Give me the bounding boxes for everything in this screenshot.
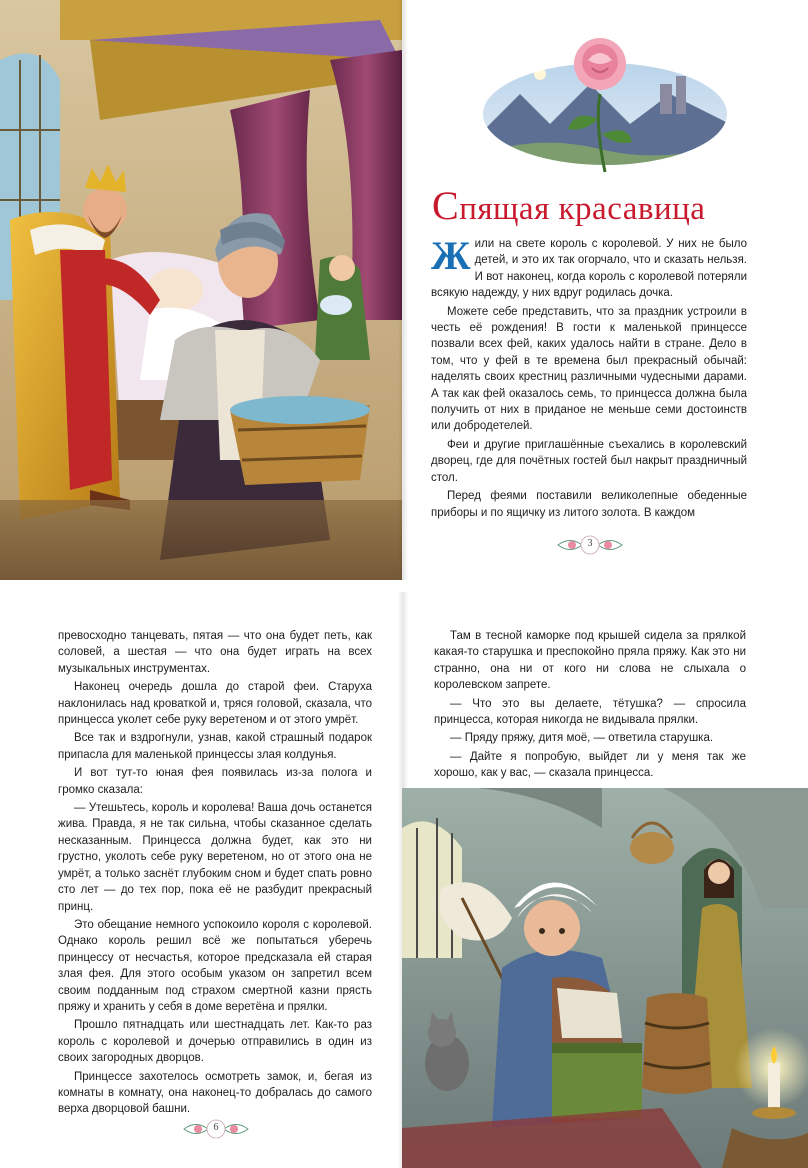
page-3-text bbox=[431, 233, 747, 523]
paragraph: превосходно танцевать, пятая — что она будет петь, как соловей, а шестая — что она будет играть на всех музыкальных инструментах. bbox=[58, 630, 372, 675]
paragraph: Принцессе захотелось осмотреть замок, и, бегая из комнаты в комнату, она наконец-то добралась до самого верха дворцовой башни. bbox=[58, 1070, 372, 1116]
spread-top bbox=[0, 0, 808, 580]
title-capital-letter: С bbox=[432, 183, 460, 228]
story-title bbox=[432, 182, 752, 229]
title-text: пящая красавица bbox=[459, 191, 706, 227]
paragraph: Можете себе представить, что за праздник устроили в честь её рождения! В гости к маленькой принцессе позвали всех фей, каких удалось найти в стране. Дело в том, что у фей в те времена был прекрасный обычай: наделять своих крестниц различными чудесными дарами. А так как фей оказалось семь, то принцесса должна была получить от них в приданое не меньше семи достоинств или добродетелей. bbox=[431, 305, 747, 433]
illustration-spinning-room bbox=[402, 788, 808, 1168]
paragraph: Наконец очередь дошла до старой феи. Старуха наклонилась над кроваткой и, тряся головой, сказала, что принцесса уколет себе руку веретеном и от этого умрёт. bbox=[58, 681, 372, 727]
paragraph: Там в тесной каморке под крышей сидела за прялкой какая-то старушка и преспокойно пряла пряжу. Как это ни странно, она ни от кого ни слова не слыхала о королевском запрете. bbox=[434, 630, 746, 692]
paragraph: И вот тут-то юная фея появилась из-за полога и громко сказала: bbox=[58, 767, 372, 796]
paragraph: — Что это вы делаете, тётушка? — спросила принцесса, которая никогда не видывала прялки. bbox=[434, 697, 746, 727]
page-number: 6 bbox=[213, 1122, 219, 1133]
page-6-text bbox=[58, 628, 372, 1120]
illustration-rose-vignette bbox=[480, 24, 730, 174]
dropcap-letter: Ж bbox=[431, 233, 471, 278]
page-7-text bbox=[434, 628, 746, 784]
paragraph bbox=[431, 233, 747, 302]
paragraph: Перед феями поставили великолепные обеденные приборы и по ящичку из литого золота. В каждом bbox=[431, 490, 747, 519]
paragraph: Все так и вздрогнули, узнав, какой страшный подарок припасла для маленькой принцессы злая колдунья. bbox=[58, 732, 372, 761]
spread-bottom bbox=[0, 592, 808, 1168]
paragraph: — Дайте я попробую, выйдет ли у меня так же хорошо, как у вас, — сказала принцесса. bbox=[434, 750, 746, 780]
illustration-king-nursery bbox=[0, 0, 402, 580]
paragraph: Это обещание немного успокоило короля с королевой. Однако король решил всё же попытаться уберечь принцессу от несчастья, которое предсказала ей старая злая фея. Для этого особым указом он запретил всем своим подданным под страхом смертной казни прясть пряжу и хранить у себя в доме веретёна и прялки. bbox=[58, 918, 372, 1013]
page-number: 3 bbox=[587, 538, 593, 549]
paragraph-text: или на свете король с королевой. У них не было детей, и это их так огорчало, что и сказать нельзя. И вот наконец, когда король с королевой потеряли всякую надежду, у них вдруг родилась дочка. bbox=[431, 238, 747, 300]
page-number-ornament bbox=[176, 1118, 256, 1140]
gutter bbox=[398, 0, 408, 580]
paragraph: Прошло пятнадцать или шестнадцать лет. Как-то раз король с королевой и дочерью отправились в один из своих загородных дворцов. bbox=[58, 1019, 372, 1065]
page-number-ornament bbox=[550, 534, 630, 556]
paragraph: Феи и другие приглашённые съехались в королевский дворец, где для почётных гостей был накрыт праздничный стол. bbox=[431, 438, 747, 484]
paragraph: — Пряду пряжу, дитя моё, — ответила старушка. bbox=[450, 732, 714, 745]
paragraph: — Утешьтесь, король и королева! Ваша дочь останется жива. Правда, я не так сильна, чтобы сказанное сделать несказанным. Принцесса должна будет, как это ни грустно, уколоть себе руку веретеном, но от этого она не умрёт, а только заснёт глубоким сном и будет спать ровно сто лет — до тех пор, пока её не разбудит прекрасный принц. bbox=[58, 802, 372, 913]
